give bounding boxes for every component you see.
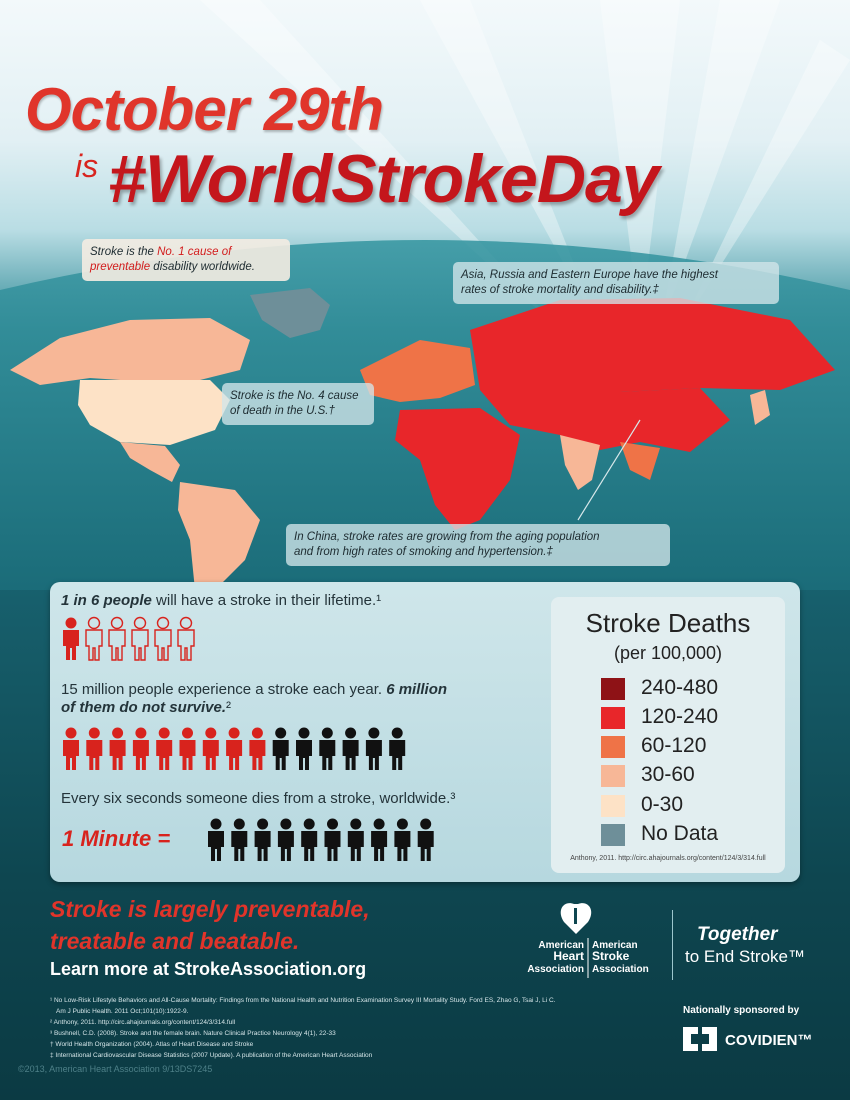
person-icon — [156, 728, 172, 771]
covidien-logo — [683, 1025, 833, 1053]
callout-1-prefix: Stroke is the — [90, 246, 158, 258]
stat-fifteen-million-line2 — [61, 699, 231, 716]
callout-1-highlight: No. 1 cause of preventable — [90, 246, 232, 273]
person-icon — [180, 728, 196, 771]
person-icon — [273, 728, 289, 771]
callout-us-cause — [222, 383, 374, 425]
person-icon — [178, 618, 194, 661]
aha-asa-logo — [508, 900, 668, 980]
aha-name-line3: Association — [527, 964, 584, 975]
person-icon — [63, 618, 79, 661]
person-icon — [249, 728, 265, 771]
person-icon — [63, 728, 79, 771]
person-icon — [418, 819, 434, 862]
person-icon — [110, 728, 126, 771]
headline-line1: Stroke is largely preventable, — [50, 896, 370, 922]
legend-label: 240-480 — [641, 676, 719, 699]
callout-4-line2: and from high rates of smoking and hypertension.‡ — [294, 546, 553, 558]
reference: Am J Public Health. 2011 Oct;101(10):1922-9. — [56, 1008, 189, 1015]
headline-line2: treatable and beatable. — [50, 928, 300, 954]
legend-label: 30-60 — [641, 763, 695, 786]
stat-1-bold: 1 in 6 people — [61, 592, 152, 609]
legend-label: No Data — [641, 822, 719, 845]
legend-title: Stroke Deaths — [585, 608, 751, 638]
person-icon — [133, 728, 149, 771]
callout-2-line2: rates of stroke mortality and disability.‡ — [461, 284, 659, 296]
legend-swatch — [601, 824, 625, 846]
stat-2-text: 15 million people experience a stroke each year. — [61, 681, 387, 698]
person-icon — [86, 618, 102, 661]
person-icon — [301, 819, 317, 862]
stat-one-in-six — [61, 592, 381, 609]
stat-six-seconds: Every six seconds someone dies from a stroke, worldwide.³ — [61, 790, 456, 807]
covidien-mark-icon — [683, 1027, 717, 1051]
person-icon — [155, 618, 171, 661]
title-hashtag: #WorldStrokeDay — [108, 141, 659, 217]
asa-name-line1: American — [592, 940, 638, 951]
copyright: ©2013, American Heart Association 9/13DS7245 — [18, 1064, 213, 1074]
reference: ² Anthony, 2011. http://circ.ahajournals.org/content/124/3/314.full — [50, 1019, 236, 1026]
callout-asia-russia — [453, 262, 779, 304]
callout-4-line1: In China, stroke rates are growing from the aging population — [294, 531, 600, 543]
legend-swatch — [601, 795, 625, 817]
person-icon — [255, 819, 271, 862]
people-row-one-minute — [205, 817, 445, 863]
stat-2-sup: ² — [226, 699, 232, 716]
callout-china — [286, 524, 670, 566]
callout-3-line1: Stroke is the No. 4 cause — [230, 390, 359, 402]
people-row-one-in-six — [60, 616, 210, 662]
reference: † World Health Organization (2004). Atlas of Heart Disease and Stroke — [50, 1041, 254, 1048]
reference: ¹ No Low-Risk Lifestyle Behaviors and All-Cause Mortality: Findings from the National Health and Nutrition Examination Survey III Mortality Study. Ford ES, Zhao G, Tsai J, Li C. — [50, 997, 556, 1004]
person-icon — [226, 728, 242, 771]
title-is: is — [75, 148, 99, 184]
person-icon — [109, 618, 125, 661]
person-icon — [319, 728, 335, 771]
person-icon — [343, 728, 359, 771]
aha-name-line2: Heart — [553, 949, 584, 963]
reference: ‡ International Cardiovascular Disease Statistics (2007 Update). A publication of the American Heart Association — [50, 1052, 373, 1059]
stat-fifteen-million-line1 — [61, 681, 447, 698]
aha-name-line1: American — [538, 940, 584, 951]
person-icon — [86, 728, 102, 771]
legend-label: 60-120 — [641, 734, 707, 757]
stat-2-bold: 6 million — [386, 681, 448, 698]
person-icon — [394, 819, 410, 862]
learn-more-link[interactable]: Learn more at StrokeAssociation.org — [50, 959, 367, 979]
person-icon — [296, 728, 312, 771]
callout-1-suffix: disability worldwide. — [150, 261, 255, 273]
tagline-line2: to End Stroke™ — [685, 947, 806, 966]
person-icon — [325, 819, 341, 862]
stat-2-bold-line2: of them do not survive. — [61, 699, 227, 716]
person-icon — [366, 728, 382, 771]
reference: ³ Bushnell, C.D. (2008). Stroke and the female brain. Nature Clinical Practice Neurology 4(1), 22-33 — [50, 1030, 336, 1037]
legend-swatch — [601, 707, 625, 729]
callout-leading-cause — [82, 239, 290, 281]
person-icon — [371, 819, 387, 862]
legend-label: 120-240 — [641, 705, 719, 728]
legend-source: Anthony, 2011. http://circ.ahajournals.org/content/124/3/314.full — [570, 855, 766, 862]
tagline-line1: Together — [697, 924, 778, 945]
person-icon — [389, 728, 405, 771]
asa-name-line2: Stroke — [592, 949, 630, 963]
person-icon — [278, 819, 294, 862]
person-icon — [203, 728, 219, 771]
sponsor-label: Nationally sponsored by — [683, 1005, 800, 1016]
person-icon — [208, 819, 224, 862]
legend-swatch — [601, 678, 625, 700]
references — [50, 995, 670, 1061]
people-row-fifteen-million — [60, 726, 420, 772]
callout-2-line1: Asia, Russia and Eastern Europe have the highest — [461, 269, 718, 281]
one-minute-label: 1 Minute = — [62, 826, 171, 851]
stat-1-text: will have a stroke in their lifetime.¹ — [151, 592, 382, 609]
asa-name-line3: Association — [592, 964, 649, 975]
title-date: October 29th — [25, 76, 384, 143]
person-icon — [132, 618, 148, 661]
sponsor-name: COVIDIEN™ — [725, 1032, 813, 1049]
legend-label: 0-30 — [641, 793, 684, 816]
person-icon — [231, 819, 247, 862]
callout-3-line2: of death in the U.S.† — [230, 405, 335, 417]
legend-swatch — [601, 736, 625, 758]
legend-swatch — [601, 765, 625, 787]
legend-subtitle: (per 100,000) — [613, 643, 723, 663]
logo-divider — [672, 910, 673, 980]
person-icon — [348, 819, 364, 862]
